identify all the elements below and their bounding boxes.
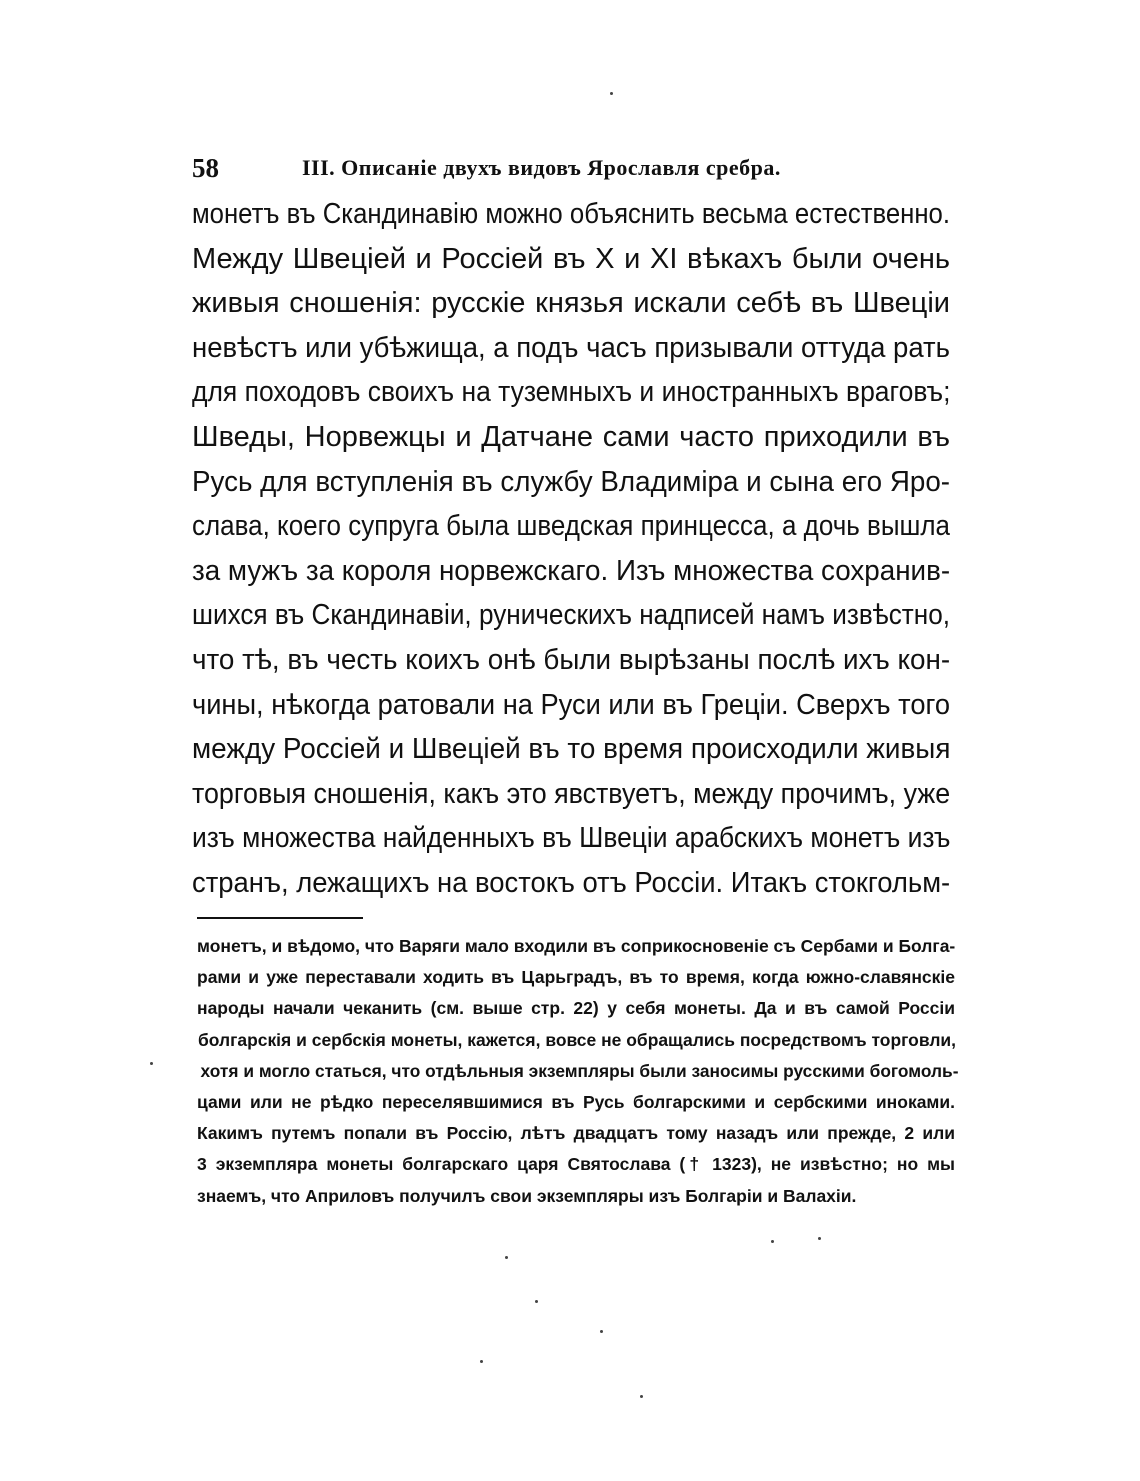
paper-speck [150,1062,153,1065]
paper-speck [771,1240,774,1243]
main-text-block [192,192,950,906]
footnote-line: монетъ, и вѣдомо, что Варяги мало входили въ соприкосновеніе съ Сербами и Болга- [197,936,956,956]
page-number: 58 [192,153,219,183]
footnote-block [197,931,959,1212]
text-line: для походовъ своихъ на туземныхъ и иностранныхъ враговъ; [192,376,951,409]
text-line: странъ, лежащихъ на востокъ отъ Россіи. Итакъ стокгольм- [192,866,951,899]
footnote-line: рами и уже переставали ходить въ Царьградъ, въ то время, когда южно-славянскіе [197,967,955,988]
paper-speck [818,1237,821,1240]
text-line: что тѣ, въ честь коихъ онѣ были вырѣзаны послѣ ихъ кон- [192,643,951,676]
paper-speck [610,92,613,95]
text-line: изъ множества найденныхъ въ Швеціи арабскихъ монетъ изъ [192,822,951,855]
text-line: невѣстъ или убѣжища, а подъ часъ призывали оттуда рать [192,331,950,364]
text-line: между Россіей и Швеціей въ то время происходили живыя [192,733,951,766]
paper-speck [600,1330,603,1333]
text-line: Между Швеціей и Россіей въ X и XI вѣкахъ были очень [192,242,950,275]
paper-speck [505,1256,508,1259]
footnote-line: 3 экземпляра монеты болгарскаго царя Святослава († 1323), не извѣстно; но мы [197,1154,955,1175]
footnote-line: знаемъ, что Априловъ получилъ свои экземпляры изъ Болгаріи и Валахіи. [197,1185,857,1206]
footnote-line: болгарскія и сербскія монеты, кажется, вовсе не обращались посредствомъ торговли, [198,1029,956,1050]
footnote-line: цами или не рѣдко переселявшимися въ Русь болгарскими и сербскими иноками. [197,1091,955,1112]
text-line: торговыя сношенія, какъ это явствуетъ, между прочимъ, уже [192,777,951,810]
paper-speck [535,1300,538,1303]
text-line: слава, коего супруга была шведская принцесса, а дочь вышла [192,510,950,543]
text-line: монетъ въ Скандинавію можно объяснить весьма естественно. [192,198,950,230]
paper-speck [640,1395,643,1398]
footnote-line: Какимъ путемъ попали въ Россію, лѣтъ двадцатъ тому назадъ или прежде, 2 или [197,1123,955,1144]
text-line: за мужъ за короля норвежскаго. Изъ множества сохранив- [192,554,951,587]
text-line: чины, нѣкогда ратовали на Руси или въ Греціи. Сверхъ того [192,688,950,721]
text-line: живыя сношенія: русскіе князья искали себѣ въ Швеціи [192,287,950,320]
paper-speck [480,1360,483,1363]
page-header [192,148,952,188]
running-title: III. Описаніе двухъ видовъ Ярославля сребра. [302,155,781,180]
footnote-line: хотя и могло статься, что отдѣльныя экземпляры были заносимы русскими богомоль- [200,1060,959,1081]
text-line: Русь для вступленія въ службу Владиміра и сына его Яро- [192,465,950,498]
footnote-separator [197,917,363,919]
text-line: шихся въ Скандинавіи, руническихъ надписей намъ извѣстно, [192,599,950,632]
text-line: Шведы, Норвежцы и Датчане сами часто приходили въ [192,420,950,453]
footnote-line: народы начали чеканить (см. выше стр. 22) у себя монеты. Да и въ самой Россіи [197,998,955,1019]
